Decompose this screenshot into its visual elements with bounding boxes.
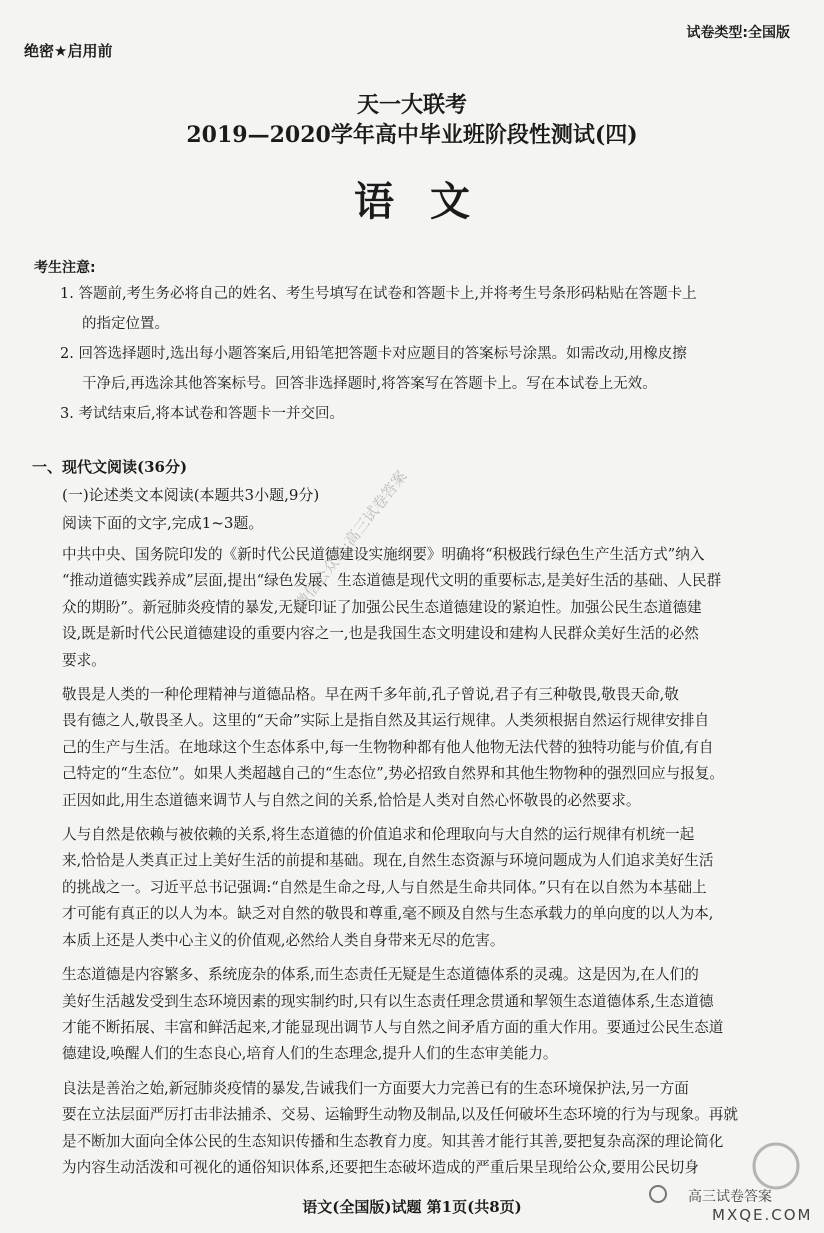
text-line: 才能不断拓展、丰富和鲜活起来,才能显现出调节人与自然之间矛盾方面的重大作用。要通过公民生态道 (62, 1018, 724, 1036)
text-line: 的挑战之一。习近平总书记强调:“自然是生命之母,人与自然是生命共同体。”只有在以自然为本基础上 (62, 878, 707, 896)
exam-name-title: 2019—2020学年高中毕业班阶段性测试(四) (186, 122, 638, 148)
notice-heading: 考生注意: (34, 260, 96, 276)
diagonal-watermark: 微信公众号:高三试卷答案 (291, 467, 411, 613)
paragraph-1 (62, 542, 780, 674)
exam-organizer-title: 天一大联考 (356, 92, 467, 118)
text-line: 己特定的“生态位”。如果人类超越自己的“生态位”,势必招致自然界和其他生物物种的强烈回应与报复。 (62, 765, 725, 783)
text-line: 众的期盼”。新冠肺炎疫情的暴发,无疑印证了加强公民生态道德建设的紧迫性。加强公民生态道德建 (62, 598, 702, 616)
text-line: 要求。 (62, 651, 106, 669)
text-line: 良法是善治之始,新冠肺炎疫情的暴发,告诫我们一方面要大力完善已有的生态环境保护法,另一方面 (62, 1079, 689, 1097)
text-line: 为内容生动活泼和可视化的通俗知识体系,还要把生态破坏造成的严重后果呈现给公众,要用公民切身 (62, 1158, 699, 1176)
subject-title: 语文 (354, 178, 506, 225)
notice-item-3: 3. 考试结束后,将本试卷和答题卡一并交回。 (60, 406, 345, 422)
text-line: 设,既是新时代公民道德建设的重要内容之一,也是我国生态文明建设和建构人民群众美好生活的必然 (62, 625, 699, 643)
notice-item-1: 1. 答题前,考生务必将自己的姓名、考生号填写在试卷和答题卡上,并将考生号条形码粘贴在答题卡上 (60, 286, 697, 302)
confidential-label: 绝密★启用前 (24, 42, 113, 60)
notice-item-2: 2. 回答选择题时,选出每小题答案后,用铅笔把答题卡对应题目的答案标号涂黑。如需改动,用橡皮擦 (60, 346, 687, 362)
text-line: 人与自然是依赖与被依赖的关系,将生态道德的价值追求和伦理取向与大自然的运行规律有机统一起 (62, 826, 695, 844)
text-line: 正因如此,用生态道德来调节人与自然之间的关系,恰恰是人类对自然心怀敬畏的必然要求。 (62, 791, 641, 809)
text-line: 是不断加大面向全体公民的生态知识传播和生态教育力度。知其善才能行其善,要把复杂高深的理论简化 (62, 1132, 724, 1150)
reading-instruction: 阅读下面的文字,完成1~3题。 (62, 514, 264, 532)
section-heading: 一、现代文阅读(36分) (32, 458, 188, 476)
text-line: “推动道德实践养成”层面,提出“绿色发展、生态道德是现代文明的重要标志,是美好生活的基础、人民群 (62, 572, 722, 590)
notice-item-1-cont: 的指定位置。 (82, 316, 169, 332)
page-footer: 语文(全国版)试题 第1页(共8页) (302, 1198, 522, 1216)
subsection-heading: (一)论述类文本阅读(本题共3小题,9分) (62, 486, 320, 504)
paper-type-label: 试卷类型:全国版 (686, 25, 790, 41)
text-line: 畏有德之人,敬畏圣人。这里的“天命”实际上是指自然及其运行规律。人类须根据自然运行规律安排自 (62, 712, 710, 730)
notice-list (60, 279, 786, 429)
watermark-name: 高三试卷答案 (688, 1189, 772, 1205)
text-line: 中共中央、国务院印发的《新时代公民道德建设实施纲要》明确将“积极践行绿色生产生活方式”纳入 (62, 546, 705, 563)
text-line: 要在立法层面严厉打击非法捕杀、交易、运输野生动物及制品,以及任何破坏生态环境的行为与现象。再就 (62, 1106, 738, 1124)
text-line: 来,恰恰是人类真正过上美好生活的前提和基础。现在,自然生态资源与环境问题成为人们追求美好生活 (62, 852, 714, 870)
article-body (62, 542, 780, 1181)
paragraph-3 (62, 822, 780, 954)
text-line: 己的生产与生活。在地球这个生态体系中,每一生物物种都有他人他物无法代替的独特功能与价值,有自 (62, 738, 714, 756)
text-line: 美好生活越发受到生态环境因素的现实制约时,只有以生态责任理念贯通和挈领生态道德体系,生态道德 (62, 992, 714, 1010)
paragraph-2 (62, 682, 780, 814)
text-line: 生态道德是内容繁多、系统庞杂的体系,而生态责任无疑是生态道德体系的灵魂。这是因为,在人们的 (62, 966, 699, 984)
watermark-site: MXQE.COM (712, 1206, 813, 1224)
text-line: 德建设,唤醒人们的生态良心,培育人们的生态理念,提升人们的生态审美能力。 (62, 1045, 558, 1063)
text-line: 敬畏是人类的一种伦理精神与道德品格。早在两千多年前,孔子曾说,君子有三种敬畏,敬畏天命,敬 (62, 686, 679, 704)
text-line: 才可能有真正的以人为本。缺乏对自然的敬畏和尊重,毫不顾及自然与生态承载力的单向度的以人为本, (62, 905, 714, 923)
notice-item-2-cont: 干净后,再选涂其他答案标号。回答非选择题时,将答案写在答题卡上。写在本试卷上无效。 (82, 376, 657, 392)
text-line: 本质上还是人类中心主义的价值观,必然给人类自身带来无尽的危害。 (62, 931, 505, 949)
paragraph-4 (62, 962, 780, 1068)
